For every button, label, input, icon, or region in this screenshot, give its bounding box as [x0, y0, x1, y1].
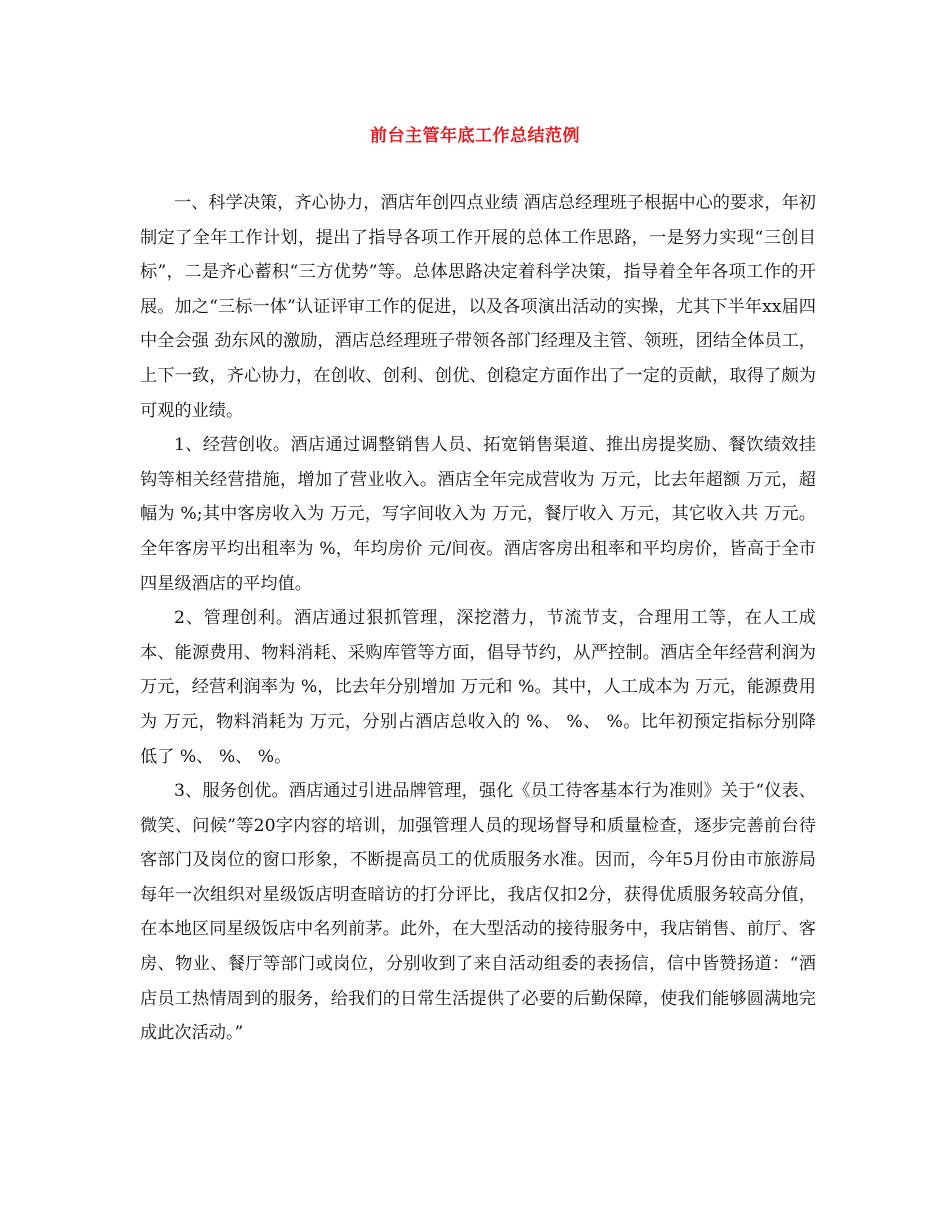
- paragraph-operating-revenue: 1、经营创收。酒店通过调整销售人员、拓宽销售渠道、推出房提奖励、餐饮绩效挂钩等相关经营措施，增加了营业收入。酒店全年完成营收为 万元，比去年超额 万元，超幅为 %;其中客房收入为 万元，写字间收入为 万元，餐厅收入 万元，其它收入共 万元。全年客房平均出租率为 %，年均房价 元/间夜。酒店客房出租率和平均房价，皆高于全市四星级酒店的平均值。: [140, 435, 816, 594]
- paragraph-intro: 一、科学决策，齐心协力，酒店年创四点业绩 酒店总经理班子根据中心的要求，年初制定了全年工作计划，提出了指导各项工作开展的总体工作思路，一是努力实现“三创目标”，二是齐心蓄积“三方优势”等。总体思路决定着科学决策，指导着全年各项工作的开展。加之“三标一体”认证评审工作的促进，以及各项演出活动的实操，尤其下半年xx届四中全会强 劲东风的激励，酒店总经理班子带领各部门经理及主管、领班，团结全体员工，上下一致，齐心协力，在创收、创利、创优、创稳定方面作出了一定的贡献，取得了颇为可观的业绩。: [140, 193, 816, 421]
- document-body: [140, 186, 816, 1051]
- paragraph-management-profit: 2、管理创利。酒店通过狠抓管理，深挖潜力，节流节支，合理用工等，在人工成本、能源费用、物料消耗、采购库管等方面，倡导节约，从严控制。酒店全年经营利润为 万元，经营利润率为 %，比去年分别增加 万元和 %。其中，人工成本为 万元，能源费用为 万元，物料消耗为 万元，分别占酒店总收入的 %、 %、 %。比年初预定指标分别降低了 %、 %、 %。: [140, 608, 816, 767]
- document-title: 前台主管年底工作总结范例: [370, 126, 580, 146]
- paragraph-service-excellence: 3、服务创优。酒店通过引进品牌管理，强化《员工待客基本行为准则》关于“仪表、微笑、问候”等20字内容的培训，加强管理人员的现场督导和质量检查，逐步完善前台待客部门及岗位的窗口形象，不断提高员工的优质服务水准。因而，今年5月份由市旅游局每年一次组织对星级饭店明查暗访的打分评比，我店仅扣2分，获得优质服务较高分值，在本地区同星级饭店中名列前茅。此外，在大型活动的接待服务中，我店销售、前厅、客房、物业、餐厅等部门或岗位，分别收到了来自活动组委的表扬信，信中皆赞扬道：“酒店员工热情周到的服务，给我们的日常生活提供了必要的后勤保障，使我们能够圆满地完成此次活动。”: [140, 781, 816, 1044]
